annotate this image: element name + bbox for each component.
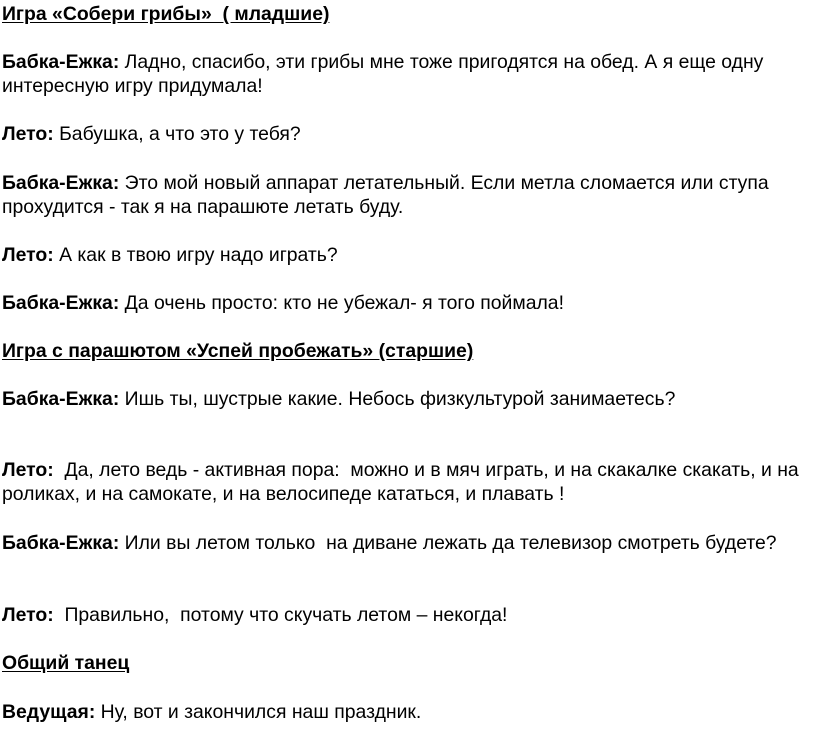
speaker-name: Лето:: [2, 459, 54, 481]
speaker-name: Бабка-Ежка:: [2, 172, 120, 194]
speaker-name: Ведущая:: [2, 701, 96, 723]
dialogue-line: [2, 700, 807, 724]
line-text: Или вы летом только на диване лежать да телевизор смотреть будете?: [119, 532, 777, 554]
line-text: Да очень просто: кто не убежал- я того поймала!: [119, 292, 564, 314]
dialogue-line: [2, 171, 807, 219]
line-text: Ишь ты, шустрые какие. Небось физкультурой занимаетесь?: [119, 388, 676, 410]
line-text: Правильно, потому что скучать летом – некогда!: [53, 604, 508, 626]
speaker-name: Лето:: [2, 244, 54, 266]
speaker-name: Бабка-Ежка:: [2, 532, 120, 554]
speaker-name: Лето:: [2, 123, 54, 145]
line-text: Бабушка, а что это у тебя?: [53, 123, 301, 145]
speaker-name: Бабка-Ежка:: [2, 388, 120, 410]
heading-game-mushrooms: Игра «Собери грибы» ( младшие): [2, 3, 330, 25]
dialogue-line: [2, 50, 807, 98]
speaker-name: Лето:: [2, 604, 54, 626]
heading-common-dance: Общий танец: [2, 652, 130, 674]
dialogue-line: [2, 458, 807, 506]
line-text: Ну, вот и закончился наш праздник.: [95, 701, 422, 723]
speaker-name: Бабка-Ежка:: [2, 51, 120, 73]
dialogue-line: [2, 387, 807, 411]
dialogue-line: [2, 531, 807, 555]
dialogue-line: [2, 243, 807, 267]
line-text: Ладно, спасибо, эти грибы мне тоже пригодятся на обед. А я еще одну интересную игру придумала!: [2, 51, 769, 97]
dialogue-line: [2, 122, 807, 146]
dialogue-line: [2, 603, 807, 627]
heading-game-parachute: Игра с парашютом «Успей пробежать» (старшие): [2, 340, 474, 362]
line-text: Это мой новый аппарат летательный. Если метла сломается или ступа прохудится - так я на парашюте летать буду.: [2, 172, 775, 218]
line-text: Да, лето ведь - активная пора: можно и в мяч играть, и на скакалке скакать, и на роликах, и на самокате, и на велосипеде кататься, и плавать !: [2, 459, 805, 505]
line-text: А как в твою игру надо играть?: [53, 244, 338, 266]
dialogue-line: [2, 291, 807, 315]
speaker-name: Бабка-Ежка:: [2, 292, 120, 314]
